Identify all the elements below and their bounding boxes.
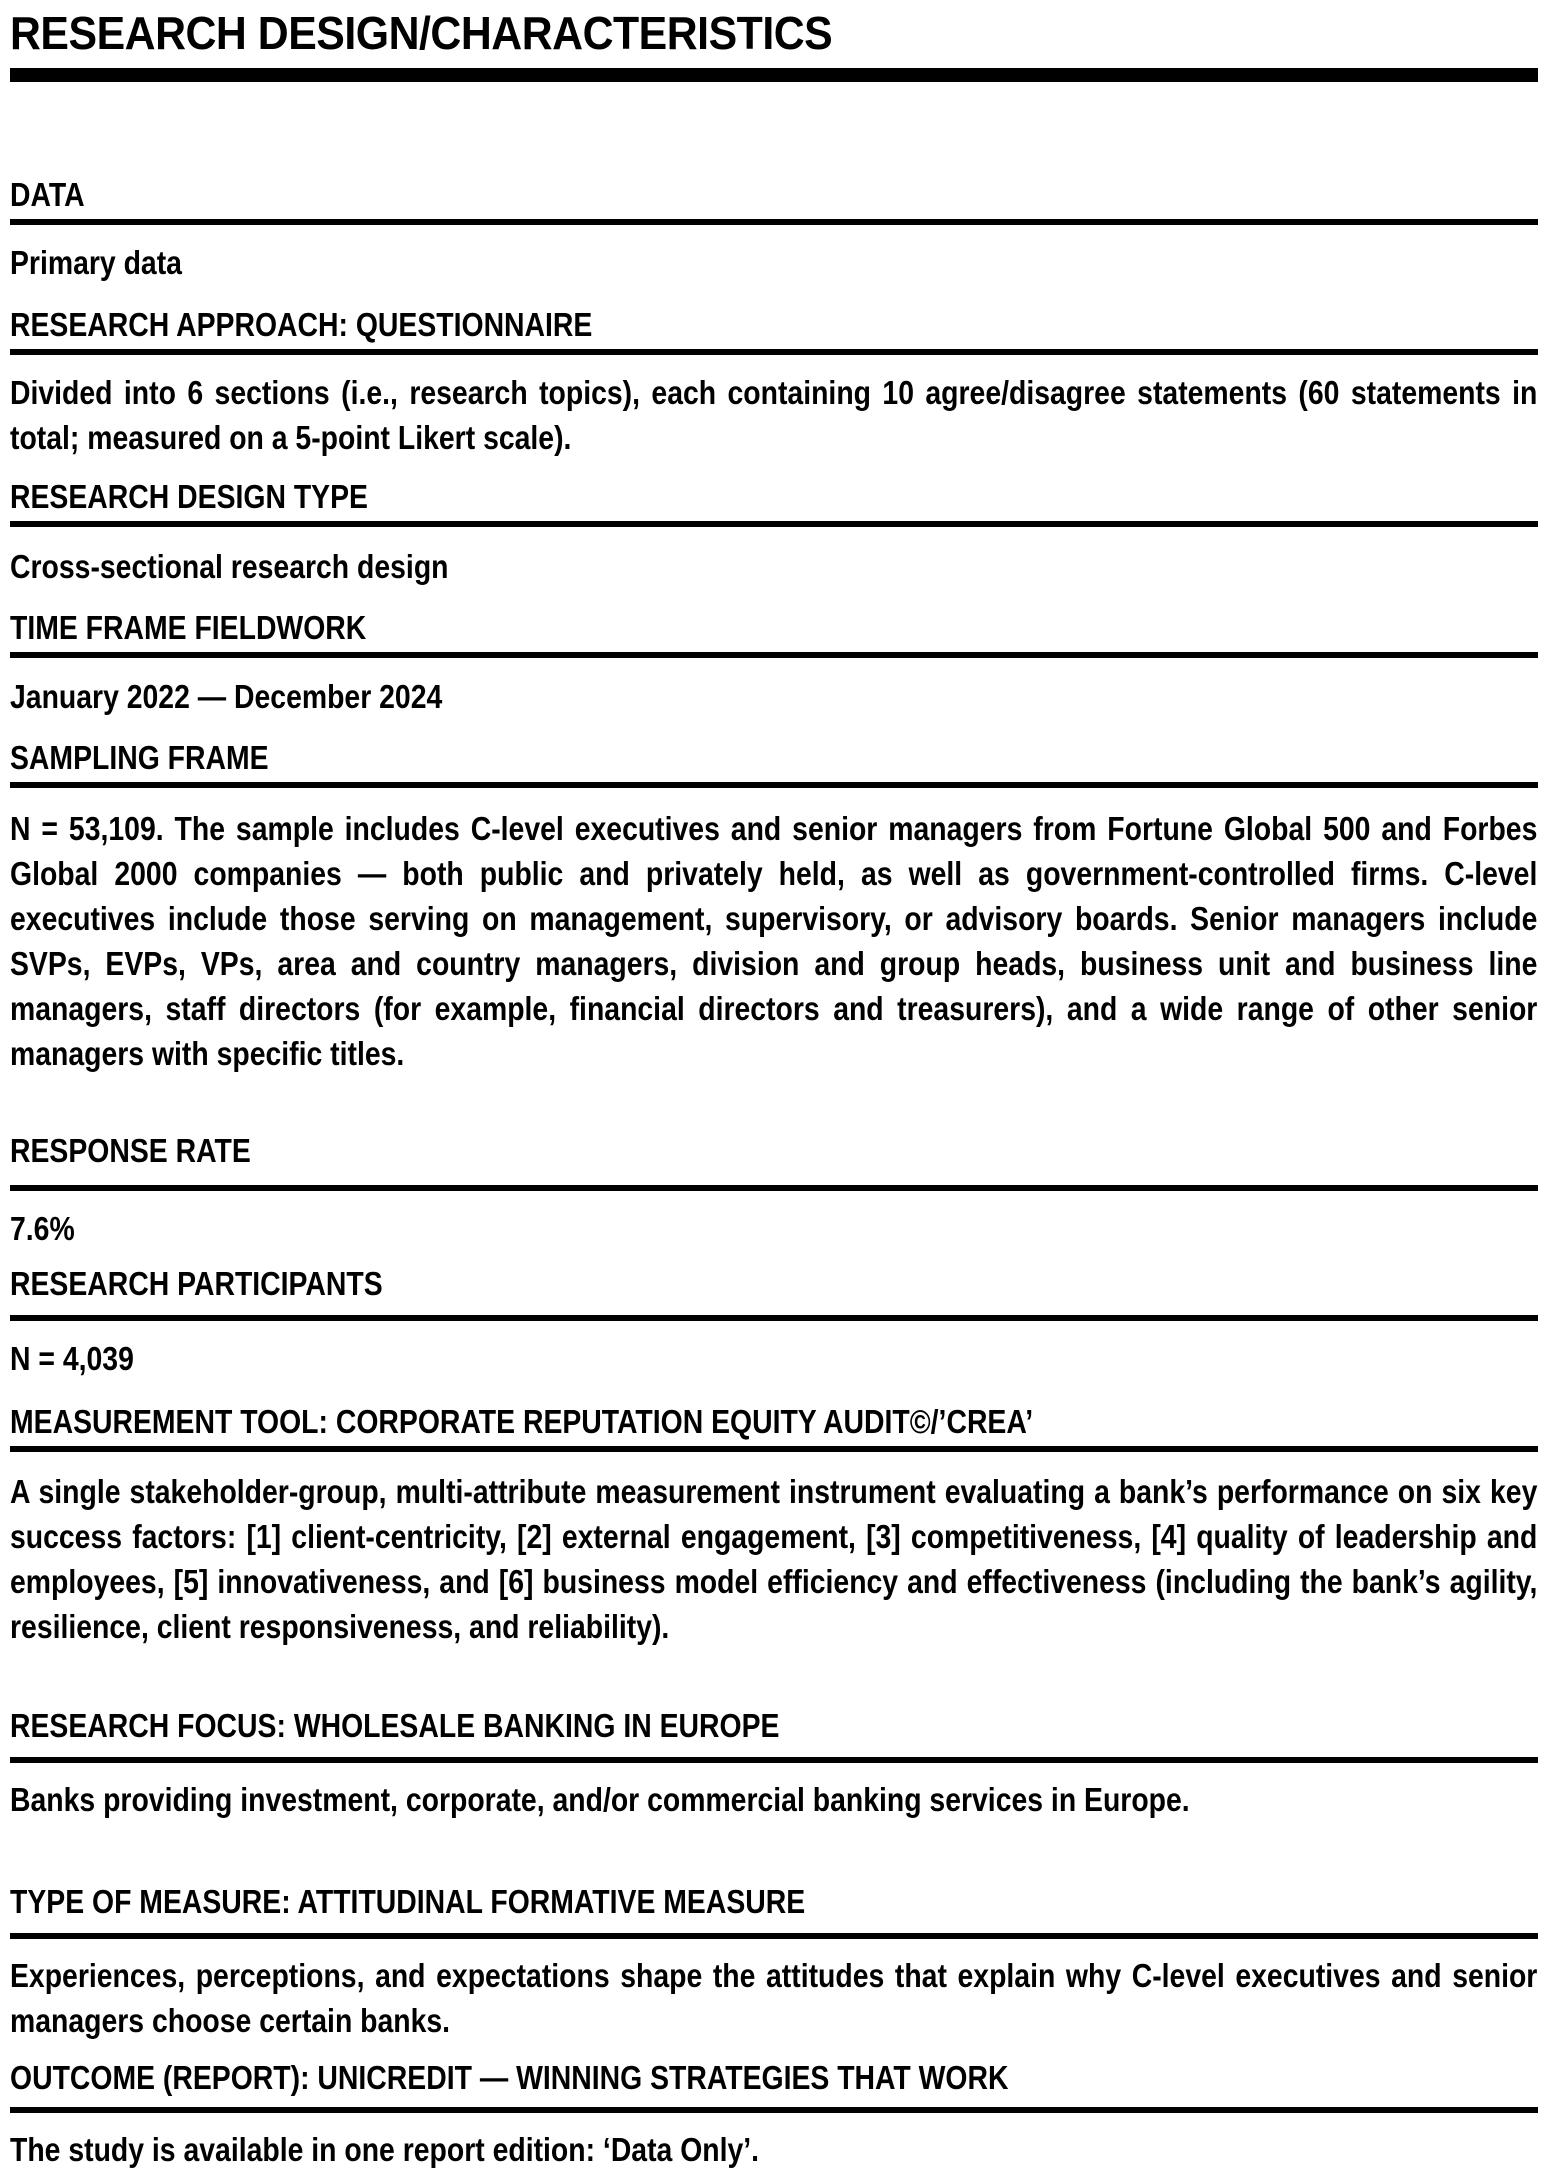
section-body-sampling-frame [10,806,1538,1076]
body-text: Cross-sectional research design [10,548,449,585]
section-body-data [10,240,210,285]
body-text: Banks providing investment, corporate, and/or commercial banking services in Europe. [10,1781,1190,1818]
section-body-response-rate [10,1206,85,1251]
section-heading-data: DATA [10,176,85,213]
section-divider [10,1933,1538,1939]
body-text: A single stakeholder-group, multi-attribute measurement instrument evaluating a bank’s performance on six key success factors: [1] client-centricity, [2] external engagement, [3] competitiveness, [4] quality of leadership and employees, [5] innovativeness, and [6] business model efficiency and effectiveness (including the bank’s agility, resilience, client responsiveness, and reliability). [10,1473,1538,1645]
section-heading-research-design-type: RESEARCH DESIGN TYPE [10,478,368,515]
section-divider [10,652,1538,658]
section-body-research-focus [10,1777,1538,1822]
body-text: N = 53,109. The sample includes C-level executives and senior managers from Fortune Global 500 and Forbes Global 2000 companies — both public and privately held, as well as government-controlled firms. C-level executives include those serving on management, supervisory, or advisory boards. Senior managers include SVPs, EVPs, VPs, area and country managers, division and group heads, business unit and business line managers, staff directors (for example, financial directors and treasurers), and a wide range of other senior managers with specific titles. [10,810,1538,1072]
body-text: Divided into 6 sections (i.e., research topics), each containing 10 agree/disagree statements (60 statements in total; measured on a 5-point Likert scale). [10,374,1538,456]
section-heading-measurement-tool: MEASUREMENT TOOL: CORPORATE REPUTATION EQUITY AUDIT©/’CREA’ [10,1403,1034,1440]
body-text: Experiences, perceptions, and expectations shape the attitudes that explain why C-level executives and senior managers choose certain banks. [10,1957,1538,2039]
body-text: 7.6% [10,1210,75,1247]
section-body-measurement-tool [10,1469,1538,1649]
title-divider [10,68,1538,82]
section-divider [10,1315,1538,1321]
body-text: N = 4,039 [10,1340,134,1377]
body-text: The study is available in one report edition: ‘Data Only’. [10,2131,760,2168]
section-divider [10,1446,1538,1452]
section-heading-research-participants: RESEARCH PARTICIPANTS [10,1265,383,1302]
section-divider [10,349,1538,355]
page-title: RESEARCH DESIGN/CHARACTERISTICS [10,7,833,59]
section-heading-research-focus: RESEARCH FOCUS: WHOLESALE BANKING IN EUROPE [10,1707,780,1744]
section-heading-time-frame: TIME FRAME FIELDWORK [10,609,367,646]
section-divider [10,219,1538,225]
section-body-type-of-measure [10,1953,1538,2043]
section-divider [10,782,1538,788]
section-heading-research-approach: RESEARCH APPROACH: QUESTIONNAIRE [10,306,593,343]
section-divider [10,1757,1538,1763]
body-text: January 2022 — December 2024 [10,678,443,715]
section-body-outcome [10,2127,881,2172]
section-body-research-approach [10,370,1538,460]
section-heading-type-of-measure: TYPE OF MEASURE: ATTITUDINAL FORMATIVE MEASURE [10,1883,806,1920]
section-body-research-design-type [10,544,520,589]
section-body-time-frame [10,674,513,719]
section-divider [10,1185,1538,1191]
section-divider [10,521,1538,527]
section-divider [10,2107,1538,2113]
section-heading-response-rate: RESPONSE RATE [10,1132,251,1169]
section-heading-sampling-frame: SAMPLING FRAME [10,739,269,776]
section-heading-outcome: OUTCOME (REPORT): UNICREDIT — WINNING STRATEGIES THAT WORK [10,2059,1009,2096]
section-body-research-participants [10,1336,154,1381]
body-text: Primary data [10,244,182,281]
